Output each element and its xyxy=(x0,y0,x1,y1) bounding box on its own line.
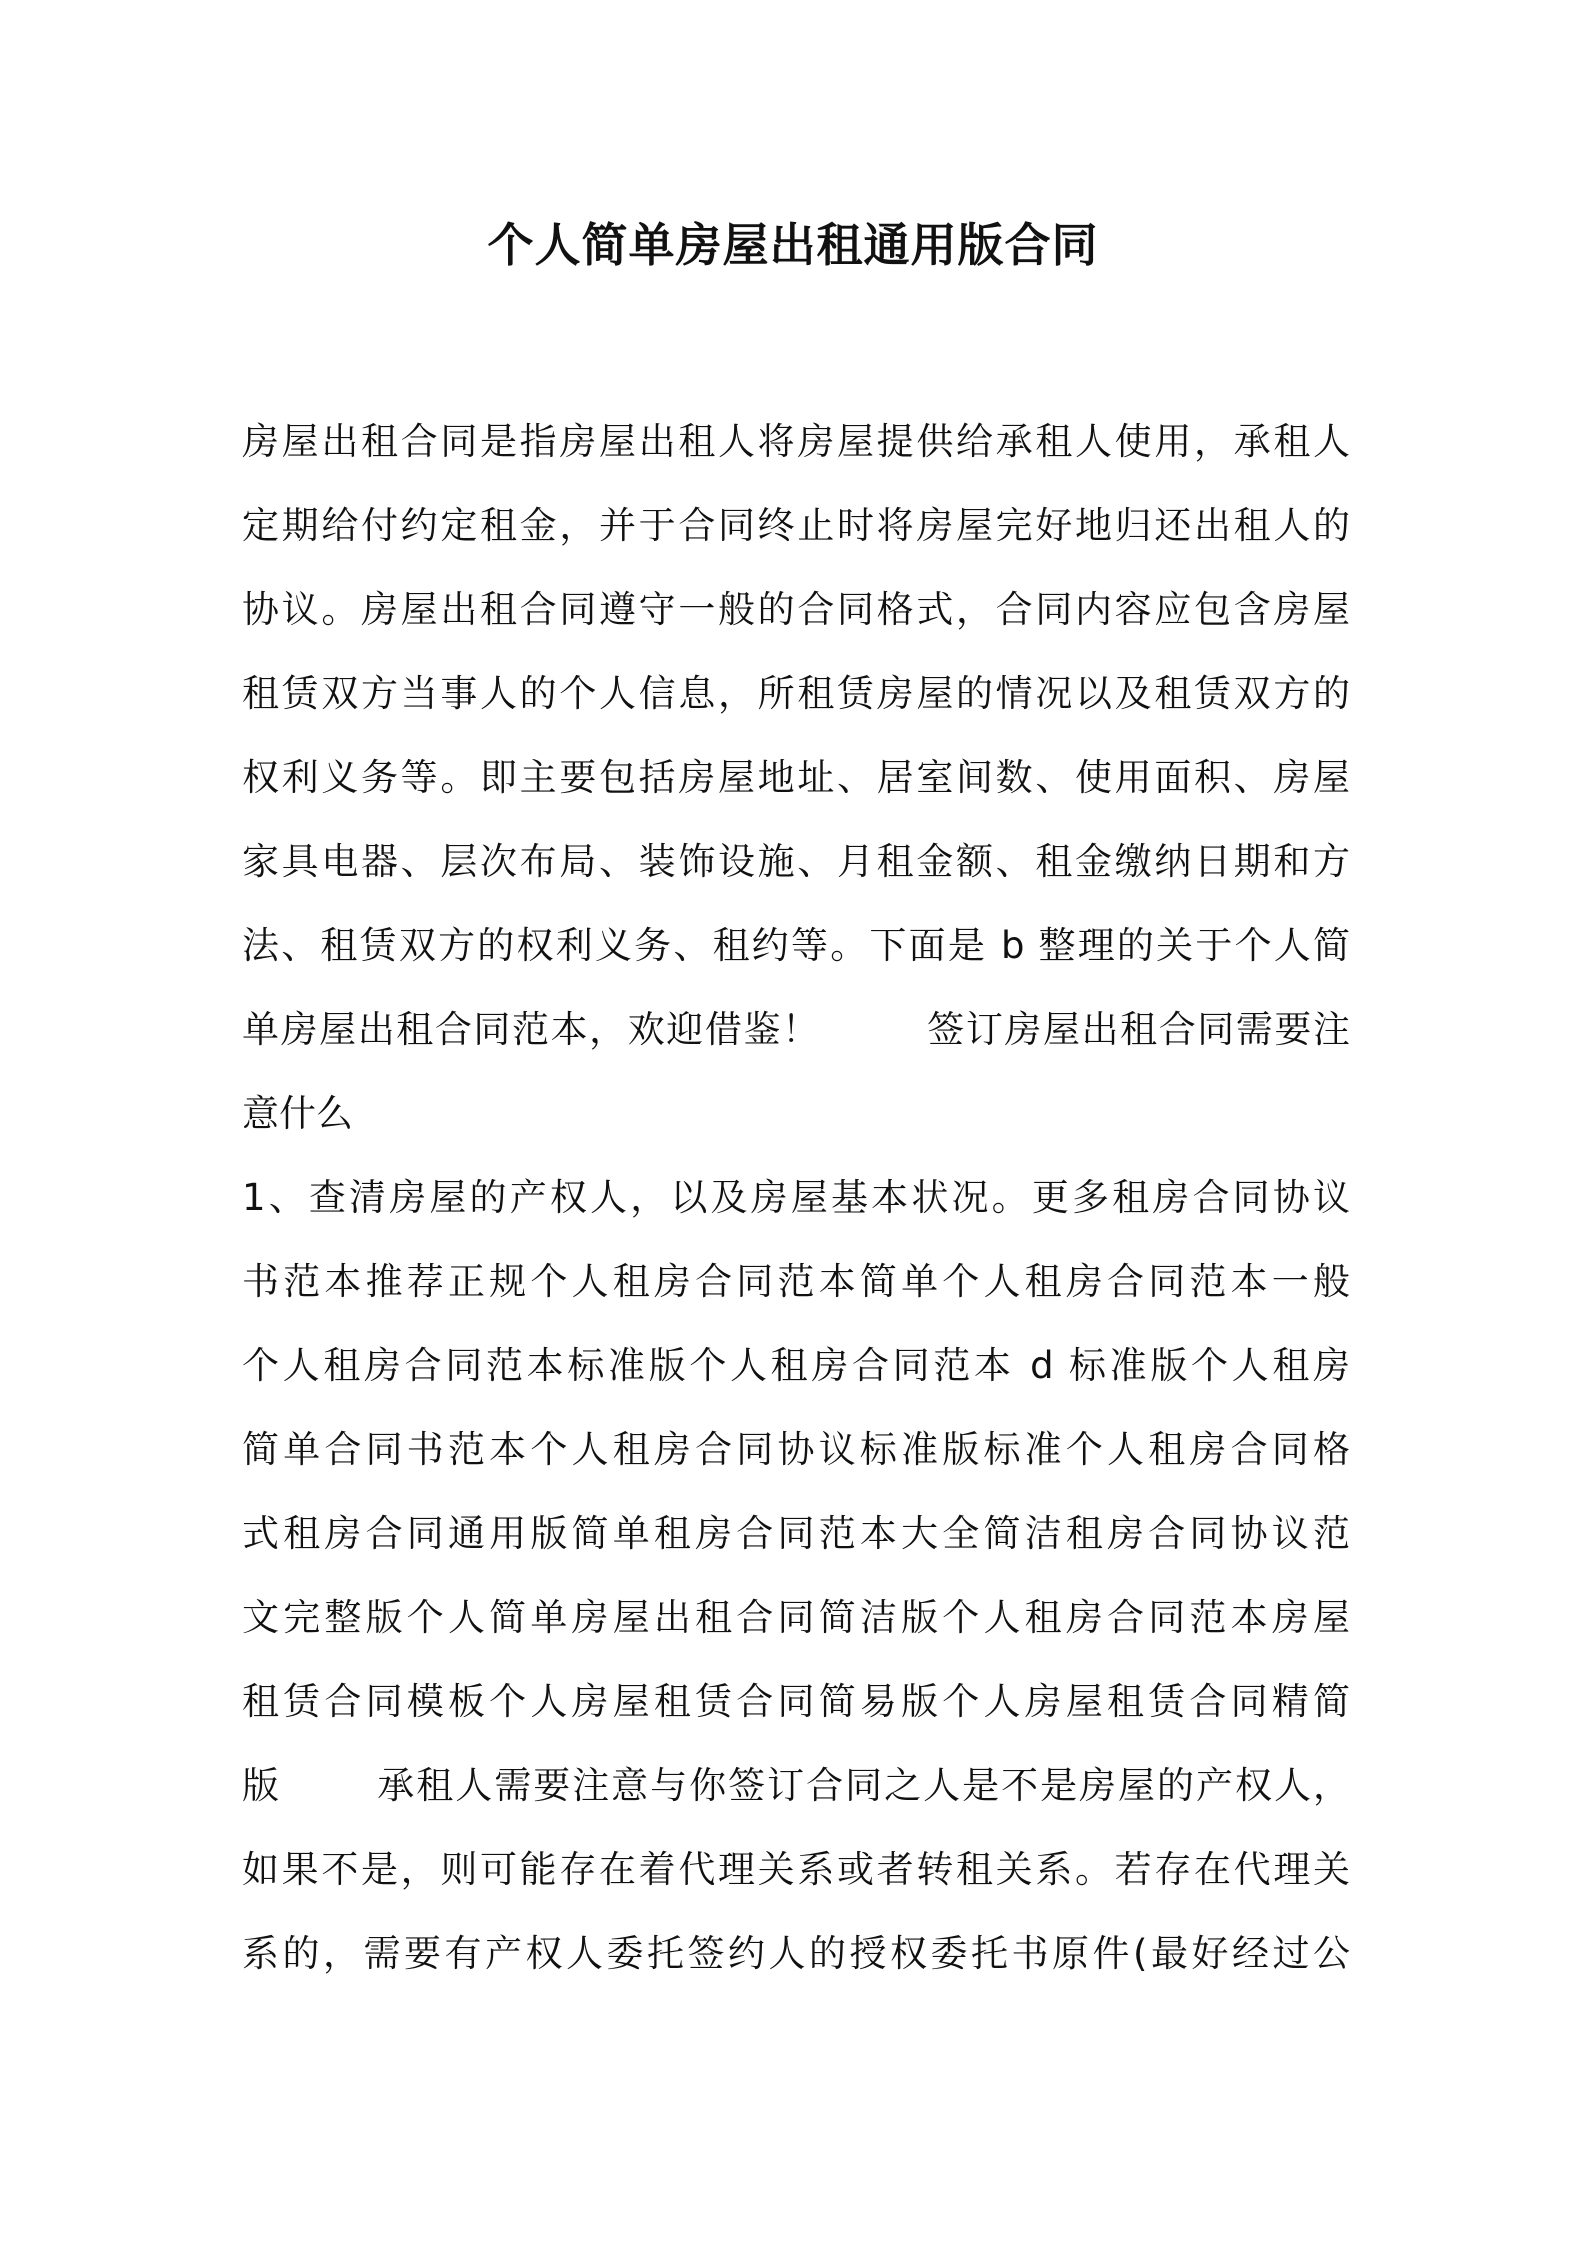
body-line: 租赁双方当事人的个人信息，所租赁房屋的情况以及租赁双方的 xyxy=(242,672,1350,715)
body-line: 书范本推荐正规个人租房合同范本简单个人租房合同范本一般 xyxy=(242,1260,1350,1303)
body-line: 家具电器、层次布局、装饰设施、月租金额、租金缴纳日期和方 xyxy=(242,840,1350,883)
document-body xyxy=(242,400,1350,1996)
body-line: 系的，需要有产权人委托签约人的授权委托书原件(最好经过公 xyxy=(242,1932,1350,1975)
body-line: 简单合同书范本个人租房合同协议标准版标准个人租房合同格 xyxy=(242,1428,1350,1471)
body-line: 定期给付约定租金，并于合同终止时将房屋完好地归还出租人的 xyxy=(242,504,1350,547)
document-title: 个人简单房屋出租通用版合同 xyxy=(487,218,1099,272)
body-line: 房屋出租合同是指房屋出租人将房屋提供给承租人使用，承租人 xyxy=(242,420,1350,463)
body-line: 法、租赁双方的权利义务、租约等。下面是 b 整理的关于个人简 xyxy=(242,924,1350,967)
body-line: 式租房合同通用版简单租房合同范本大全简洁租房合同协议范 xyxy=(242,1512,1350,1555)
body-line: 意什么 xyxy=(242,1092,353,1135)
body-line: 版 承租人需要注意与你签订合同之人是不是房屋的产权人， xyxy=(242,1764,1350,1807)
body-line: 租赁合同模板个人房屋租赁合同简易版个人房屋租赁合同精简 xyxy=(242,1680,1350,1723)
body-line: 权利义务等。即主要包括房屋地址、居室间数、使用面积、房屋 xyxy=(242,756,1350,799)
body-line: 文完整版个人简单房屋出租合同简洁版个人租房合同范本房屋 xyxy=(242,1596,1350,1639)
body-line: 1、查清房屋的产权人，以及房屋基本状况。更多租房合同协议 xyxy=(242,1176,1350,1219)
body-line: 协议。房屋出租合同遵守一般的合同格式，合同内容应包含房屋 xyxy=(242,588,1350,631)
body-line: 如果不是，则可能存在着代理关系或者转租关系。若存在代理关 xyxy=(242,1848,1350,1891)
body-line: 单房屋出租合同范本，欢迎借鉴！ 签订房屋出租合同需要注 xyxy=(242,1008,1350,1051)
body-line: 个人租房合同范本标准版个人租房合同范本 d 标准版个人租房 xyxy=(242,1344,1350,1387)
